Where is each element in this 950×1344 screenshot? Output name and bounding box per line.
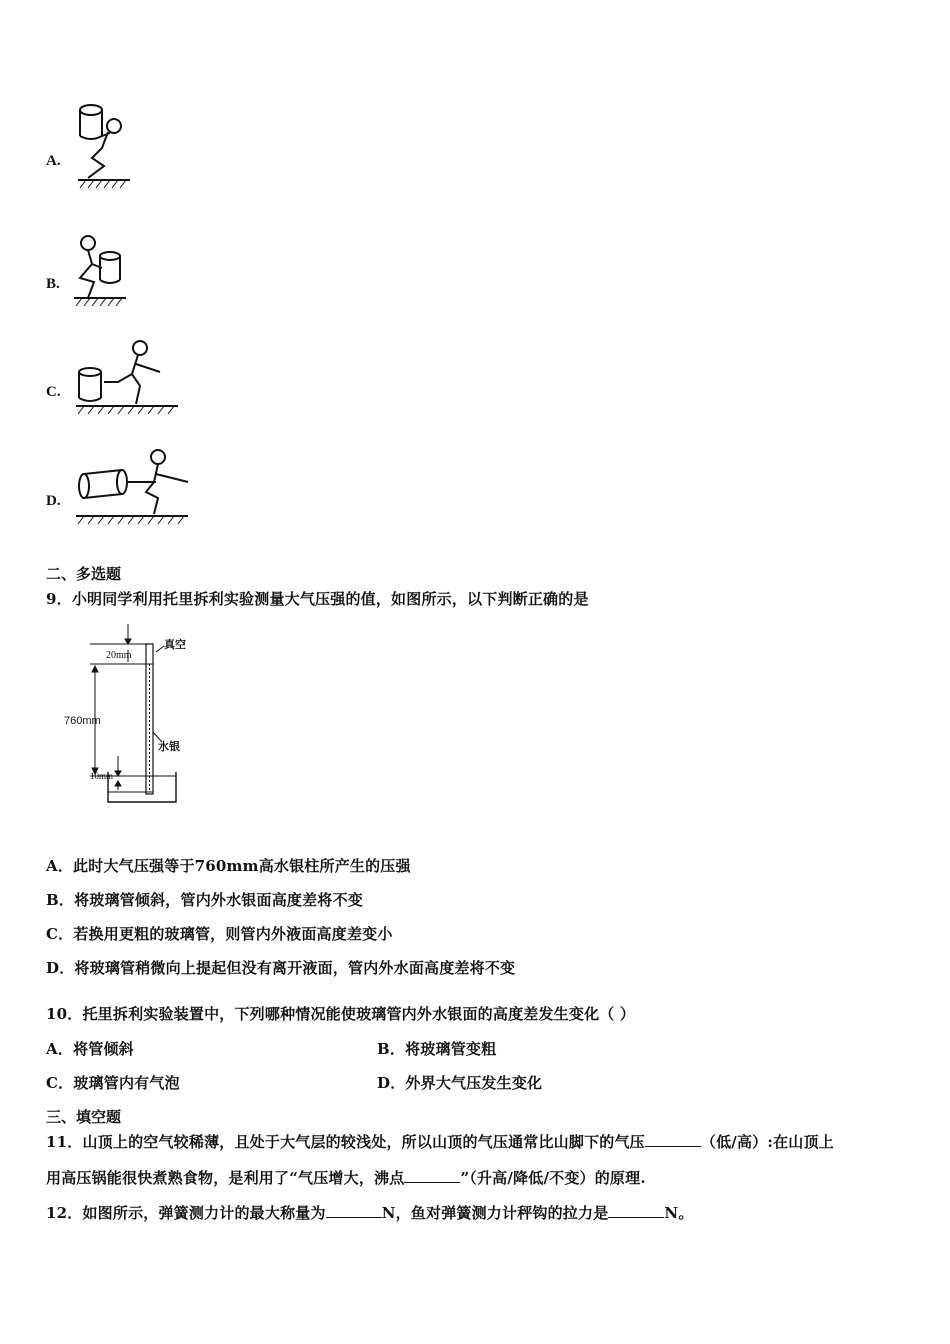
q10-option-c: C．玻璃管内有气泡 [46,1074,180,1092]
fig-vacuum: 真空 [164,638,186,651]
option-b-label: B. [46,276,60,292]
q12-line: 12．如图所示，弹簧测力计的最大称量为 N，鱼对弹簧测力计秤钩的拉力是 N。 [46,1204,694,1222]
figure-c-push [74,338,184,423]
q9-option-a: A．此时大气压强等于760mm高水银柱所产生的压强 [46,857,411,875]
option-d-label: D. [46,493,61,509]
torricelli-figure [60,622,200,812]
q9-option-b: B．将玻璃管倾斜，管内外水银面高度差将不变 [46,891,363,909]
q10-option-b: B．将玻璃管变粗 [377,1040,497,1058]
q9-option-c: C．若换用更粗的玻璃管，则管内外液面高度差变小 [46,925,393,943]
q9-option-d: D．将玻璃管稍微向上提起但没有离开液面，管内外水面高度差将不变 [46,959,516,977]
fig-depth: 10mm [90,771,114,781]
figure-a-lift-overhead [74,100,134,195]
q10-stem: 10．托里拆利实验装置中，下列哪种情况能使玻璃管内外水银面的高度差发生变化（ ） [46,1005,636,1023]
fig-top-gap: 20mm [106,650,132,661]
section-title-multiple-choice: 二、多选题 [46,565,122,583]
option-a-label: A. [46,153,61,169]
figure-d-pull [74,448,194,530]
q11-line1: 11．山顶上的空气较稀薄，且处于大气层的较浅处，所以山顶的气压通常比山脚下的气压 （低/高）:在山顶上 [46,1133,834,1151]
fig-mercury: 水银 [158,740,180,753]
q11-blank-1[interactable] [645,1132,701,1147]
fig-height: 760mm [64,715,101,727]
q11-blank-2[interactable] [404,1168,460,1183]
figure-b-lift-side [74,234,134,314]
q9-stem: 9．小明同学利用托里拆利实验测量大气压强的值，如图所示，以下判断正确的是 [46,590,589,608]
q10-option-d: D．外界大气压发生变化 [377,1074,543,1092]
section-title-fill-in: 三、填空题 [46,1108,122,1126]
option-c-label: C. [46,384,61,400]
q10-option-a: A．将管倾斜 [46,1040,134,1058]
q12-blank-1[interactable] [326,1203,382,1218]
q11-line2: 用高压锅能很快煮熟食物，是利用了“气压增大，沸点 ”（升高/降低/不变）的原理. [46,1169,646,1187]
q12-blank-2[interactable] [608,1203,664,1218]
